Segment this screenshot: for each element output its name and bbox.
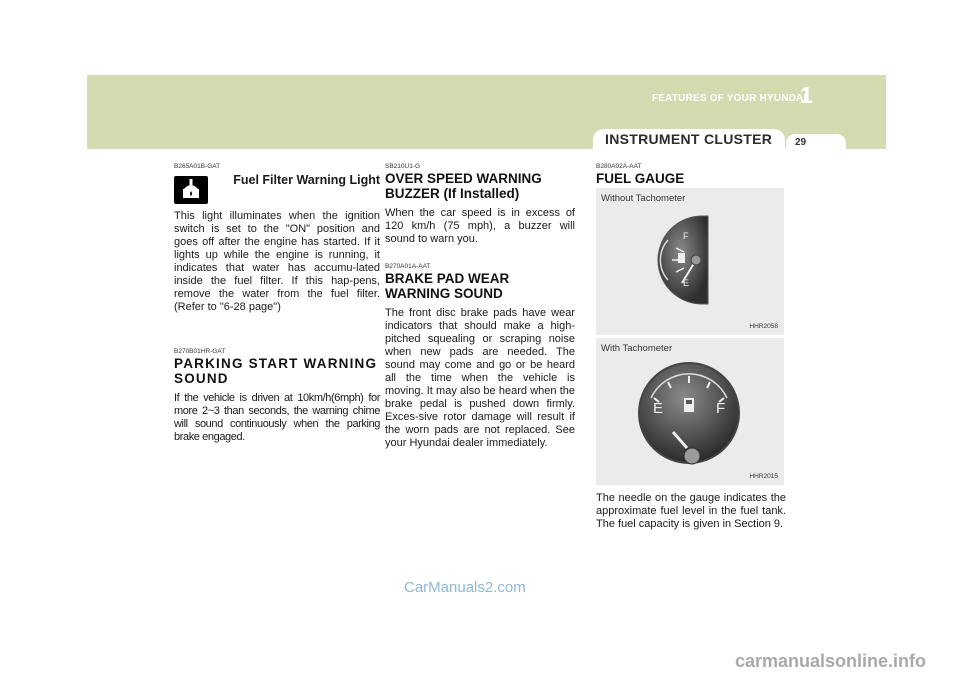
column-2	[385, 163, 575, 450]
section-title: FEATURES OF YOUR HYUNDAI	[652, 93, 807, 104]
parking-start-body: If the vehicle is driven at 10km/h(6mph) for more 2~3 than seconds, the warning chime will sound continuously when the parking brake engaged.	[174, 392, 380, 443]
brake-pad-heading: BRAKE PAD WEAR WARNING SOUND	[385, 271, 510, 301]
overspeed-heading: OVER SPEED WARNING BUZZER (If Installed)	[385, 171, 542, 201]
figure-label: Without Tachometer	[601, 193, 686, 204]
figure-with-tachometer	[596, 338, 784, 485]
fuel-filter-body: This light illuminates when the ignition switch is set to the "ON" position and goes off after the engine has started. If it lights up while the engine is running, it indicates that water has accumu-lated inside the fuel filter. If this hap-pens, remove the water from the fuel filter. (Refer to "6-28 page")	[174, 210, 380, 313]
brake-pad-body: The front disc brake pads have wear indicators that should make a high-pitched squealing or scraping noise when new pads are needed. The sound may come and go or be heard all the time when the vehicle is moving. It may also be heard when the brake pedal is pushed down firmly. Exces-sive rotor damage will result if the worn pads are not replaced. See your Hyundai dealer immediately.	[385, 307, 575, 449]
footer-watermark-link[interactable]: carmanualsonline.info	[735, 651, 927, 671]
column-3	[596, 163, 786, 531]
fuel-filter-warning-icon	[174, 176, 208, 204]
fuel-filter-title: Fuel Filter Warning Light	[233, 173, 380, 187]
chapter-number: 1	[800, 82, 813, 108]
section-code: B280A02A-AAT	[596, 163, 642, 170]
figure-code: HHR2015	[749, 473, 778, 480]
fuel-gauge-heading: FUEL GAUGE	[596, 171, 685, 186]
fuel-gauge-small-icon	[596, 188, 784, 335]
gauge-empty-mark: E	[653, 400, 664, 417]
section-tab-title: INSTRUMENT CLUSTER	[605, 131, 773, 147]
fuel-filter-heading-row	[174, 171, 380, 204]
column-1	[174, 163, 380, 444]
overspeed-body: When the car speed is in excess of 120 km/h (75 mph), a buzzer will sound to warn you.	[385, 207, 575, 245]
figure-without-tachometer	[596, 188, 784, 335]
parking-start-heading: PARKING START WARNING SOUND	[174, 356, 378, 386]
gauge-full-mark: F	[716, 400, 726, 417]
section-code: B270B01HR-GAT	[174, 348, 226, 355]
gauge-empty-mark: E	[683, 278, 690, 288]
page-number: 29	[795, 137, 807, 148]
figure-label: With Tachometer	[601, 343, 673, 354]
section-code: SB210U1-G	[385, 163, 421, 170]
section-code: B265A01B-GAT	[174, 163, 221, 170]
fuel-gauge-body: The needle on the gauge indicates the approximate fuel level in the fuel tank. The fuel capacity is given in Section 9.	[596, 492, 786, 530]
fuel-gauge-large-icon	[596, 338, 784, 485]
figure-code: HHR2058	[749, 323, 778, 330]
section-code: B270A01A-AAT	[385, 263, 431, 270]
gauge-full-mark: F	[683, 231, 689, 241]
watermark-link[interactable]: CarManuals2.com	[404, 579, 526, 596]
